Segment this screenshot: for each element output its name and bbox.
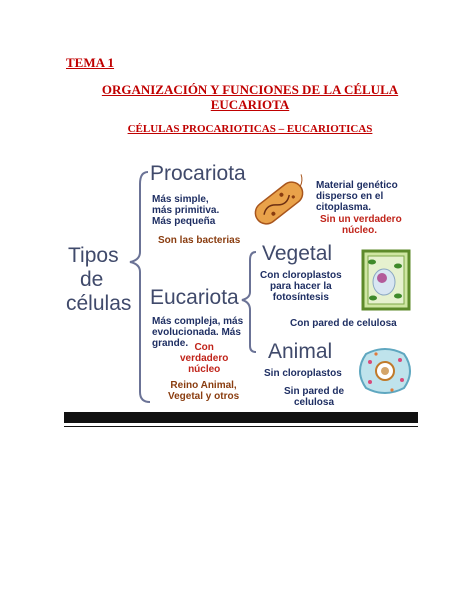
animal-title: Animal [268,340,333,363]
divider-thick [64,412,418,423]
animal-wall [284,386,344,408]
procariota-trait-2: más primitiva. [152,205,220,216]
main-brace [130,172,150,402]
genetic-line-2: disperso en el [316,191,384,202]
eucariota-trait-1: Más compleja, más [152,316,244,327]
procariota-trait-3: Más pequeña [152,216,216,227]
reino-line-2: Vegetal y otros [168,391,240,402]
title-line-2: EUCARIOTA [210,97,290,112]
tema-label: TEMA 1 [66,55,115,70]
eucariota-trait-2: evolucionada. Más [152,327,241,338]
eucariota-brace [242,252,256,352]
eucariota-title: Eucariota [150,286,239,309]
vegetal-title: Vegetal [262,242,333,265]
vegetal-traits [260,270,342,303]
animal-trait: Sin cloroplastos [264,368,342,379]
procariota-traits [152,194,219,227]
vegetal-trait-2: para hacer la [269,281,332,292]
genetic-line-3: citoplasma. [316,202,372,213]
animal-cell-icon [356,346,414,396]
animal-wall-line-2: celulosa [293,397,335,408]
procariota-nucleus [320,214,402,236]
genetic-line-1: Material genético [316,180,398,191]
con-nucleo-line-3: núcleo [188,364,221,375]
con-nucleo-line-2: verdadero [180,353,229,364]
vegetal-wall: Con pared de celulosa [290,318,397,329]
eucariota-trait-3: grande. [152,338,189,349]
plant-cell-icon [360,248,412,312]
con-nucleo-line-1: Con [194,342,214,353]
eucariota-examples [168,380,239,402]
animal-wall-line-1: Sin pared de [284,386,345,397]
page-title [70,82,430,112]
root-label-1: Tipos [68,244,119,267]
vegetal-trait-3: fotosíntesis [272,292,329,303]
root-label-3: células [66,292,132,315]
cell-types-diagram [64,160,418,412]
procariota-examples: Son las bacterias [158,235,241,246]
sin-nucleo-line-2: núcleo. [342,225,378,236]
procariota-trait-1: Más simple, [152,194,209,205]
page-subtitle: CÉLULAS PROCARIOTICAS – EUCARIOTICAS [127,123,373,135]
eucariota-nucleus [180,342,228,375]
vegetal-trait-1: Con cloroplastos [260,270,342,281]
divider-thin [64,426,418,427]
procariota-title: Procariota [150,162,246,185]
root-label-2: de [80,268,104,291]
reino-line-1: Reino Animal, [170,380,237,391]
sin-nucleo-line-1: Sin un verdadero [320,214,402,225]
bacteria-icon [248,174,310,232]
procariota-genetic [316,180,398,213]
title-line-1: ORGANIZACIÓN Y FUNCIONES DE LA CÉLULA [101,82,399,97]
